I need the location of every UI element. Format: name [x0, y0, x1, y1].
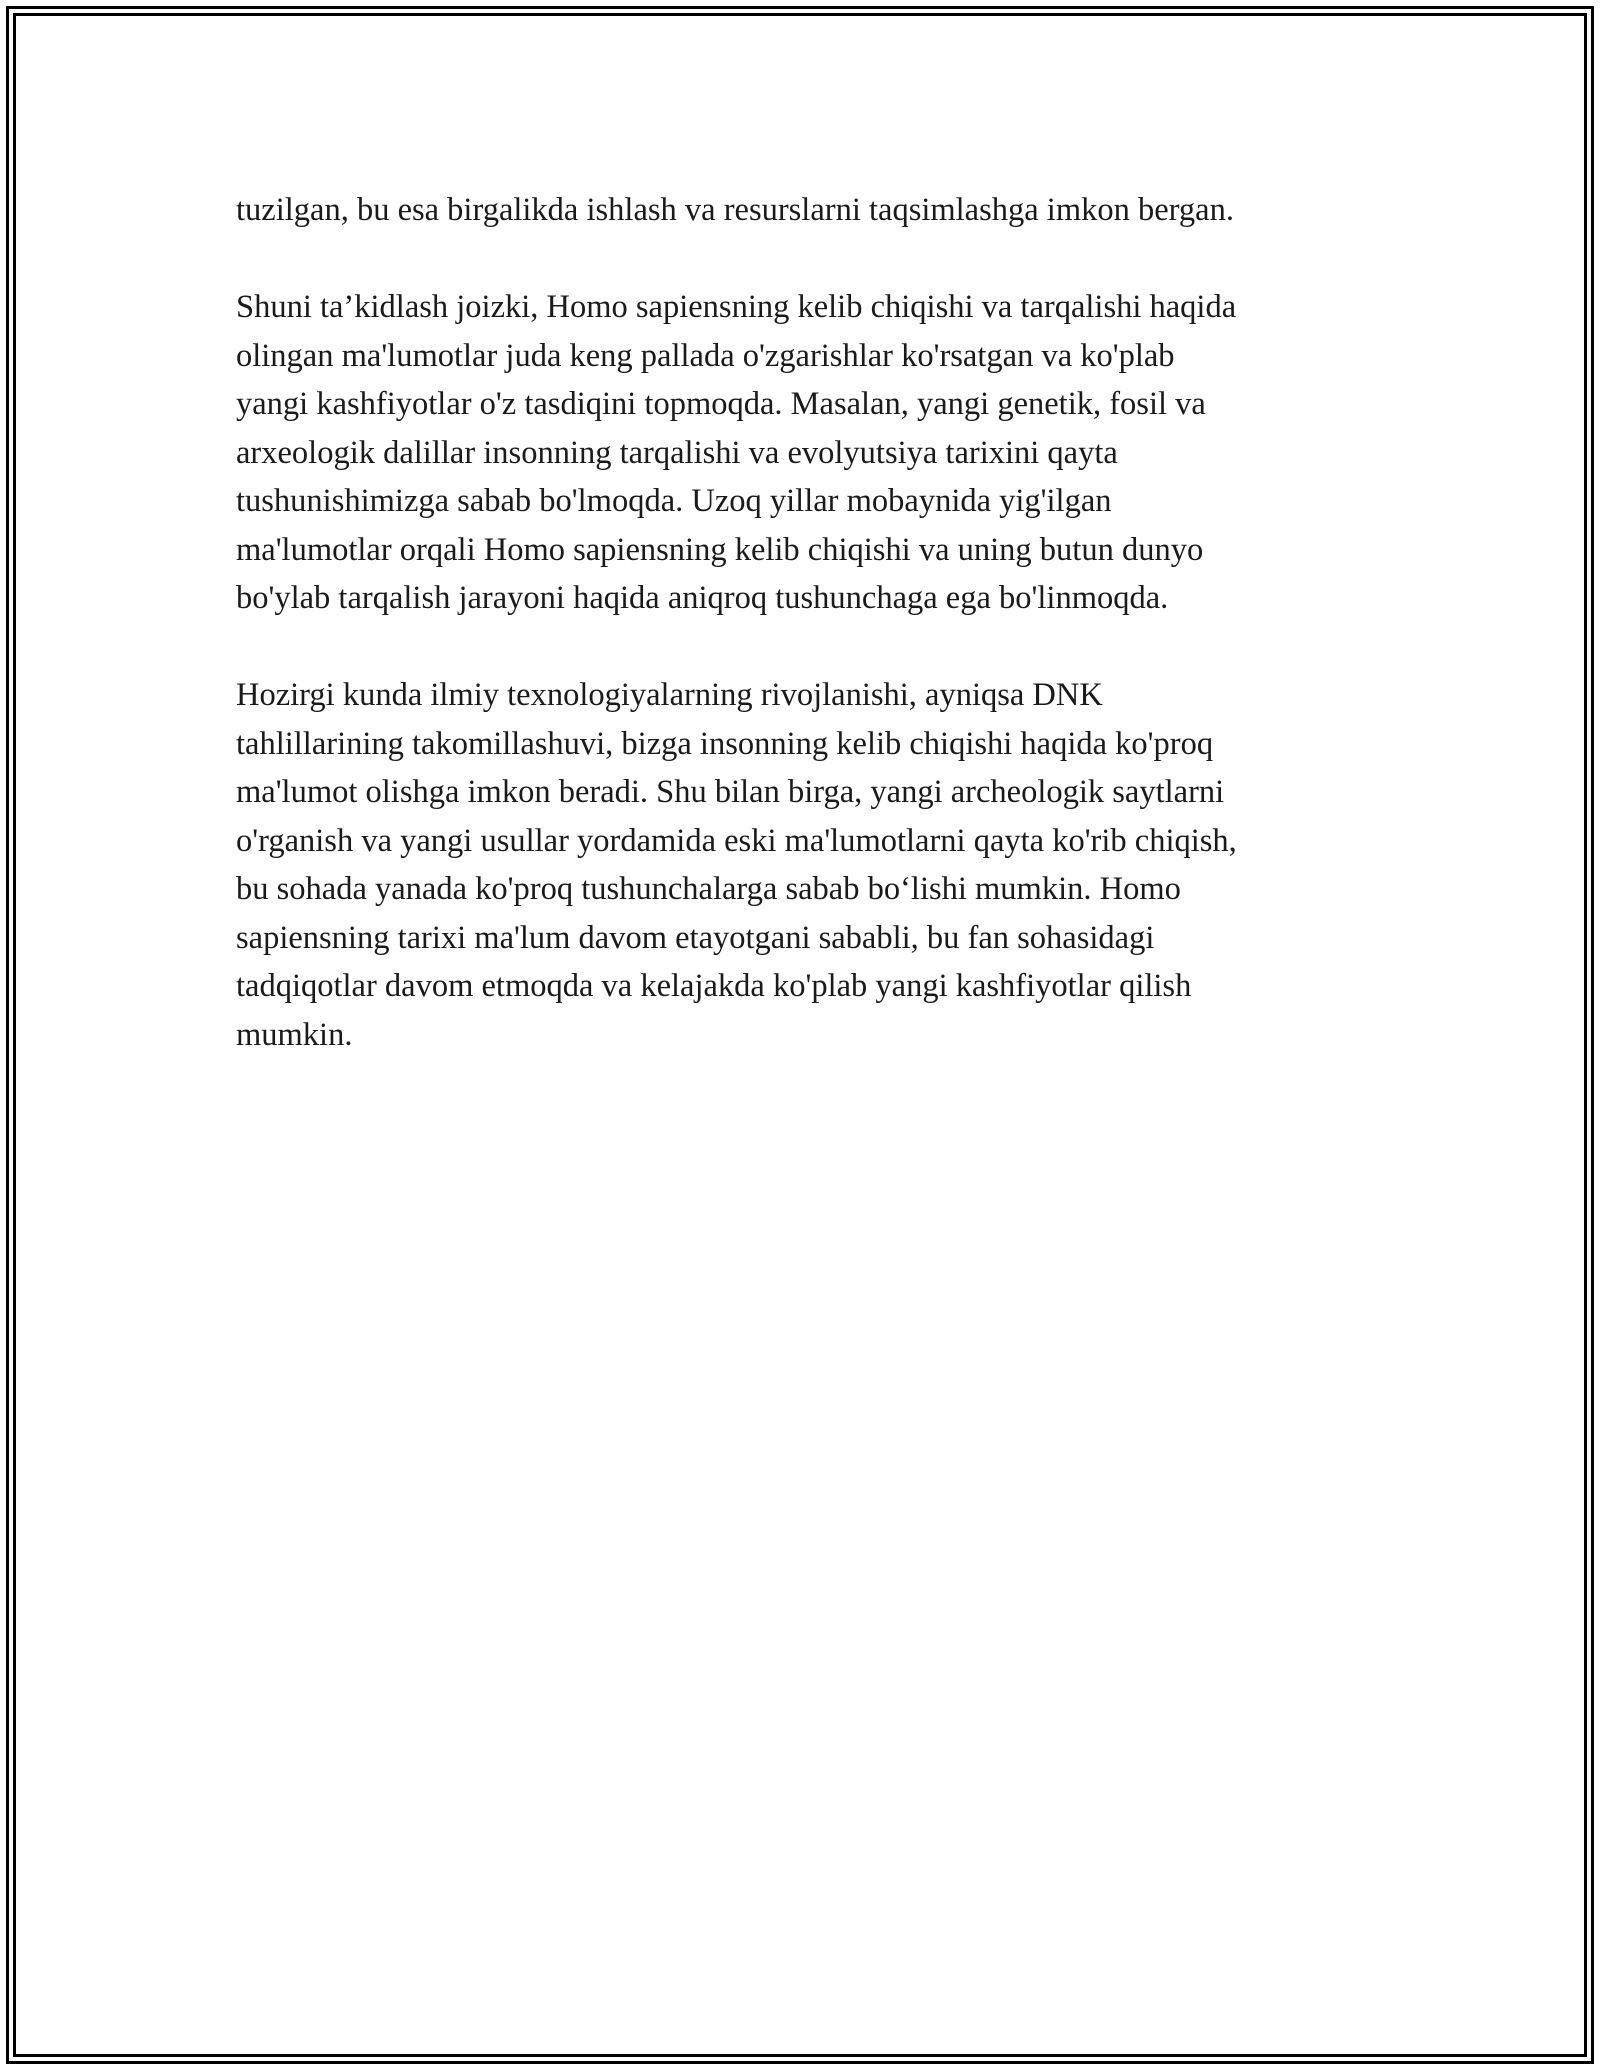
paragraph-1 — [236, 186, 1386, 235]
text-line: tahlillarining takomillashuvi, bizga insonning kelib chiqishi haqida ko'proq — [236, 725, 1214, 762]
text-line: tadqiqotlar davom etmoqda va kelajakda ko'plab yangi kashfiyotlar qilish — [236, 968, 1192, 1004]
text-line: Shuni ta’kidlash joizki, Homo sapiensning kelib chiqishi va tarqalishi haqida — [236, 289, 1237, 325]
text-line: Hozirgi kunda ilmiy texnologiyalarning rivojlanishi, ayniqsa DNK — [236, 677, 1103, 713]
text-line: yangi kashfiyotlar o'z tasdiqini topmoqda. Masalan, yangi genetik, fosil va — [236, 386, 1206, 422]
text-line: bo'ylab tarqalish jarayoni haqida aniqroq tushunchaga ega bo'linmoqda. — [236, 580, 1169, 616]
text-line: ma'lumot olishga imkon beradi. Shu bilan birga, yangi archeologik saytlarni — [236, 774, 1225, 810]
paragraph-3 — [236, 671, 1386, 1059]
document-body — [236, 186, 1386, 1108]
text-line: sapiensning tarixi ma'lum davom etayotgani sababli, bu fan sohasidagi — [236, 919, 1155, 956]
text-line: mumkin. — [236, 1016, 353, 1053]
text-line: tuzilgan, bu esa birgalikda ishlash va resurslarni taqsimlashga imkon bergan. — [236, 192, 1234, 228]
paragraph-2 — [236, 283, 1386, 623]
text-line: arxeologik dalillar insonning tarqalishi va evolyutsiya tarixini qayta — [236, 434, 1118, 471]
text-line: olingan ma'lumotlar juda keng pallada o'zgarishlar ko'rsatgan va ko'plab — [236, 337, 1175, 374]
text-line: ma'lumotlar orqali Homo sapiensning kelib chiqishi va uning butun dunyo — [236, 531, 1204, 568]
text-line: tushunishimizga sabab bo'lmoqda. Uzoq yillar mobaynida yig'ilgan — [236, 483, 1112, 519]
text-line: o'rganish va yangi usullar yordamida eski ma'lumotlarni qayta ko'rib chiqish, — [236, 822, 1237, 859]
text-line: bu sohada yanada ko'proq tushunchalarga sabab bo‘lishi mumkin. Homo — [236, 871, 1181, 907]
